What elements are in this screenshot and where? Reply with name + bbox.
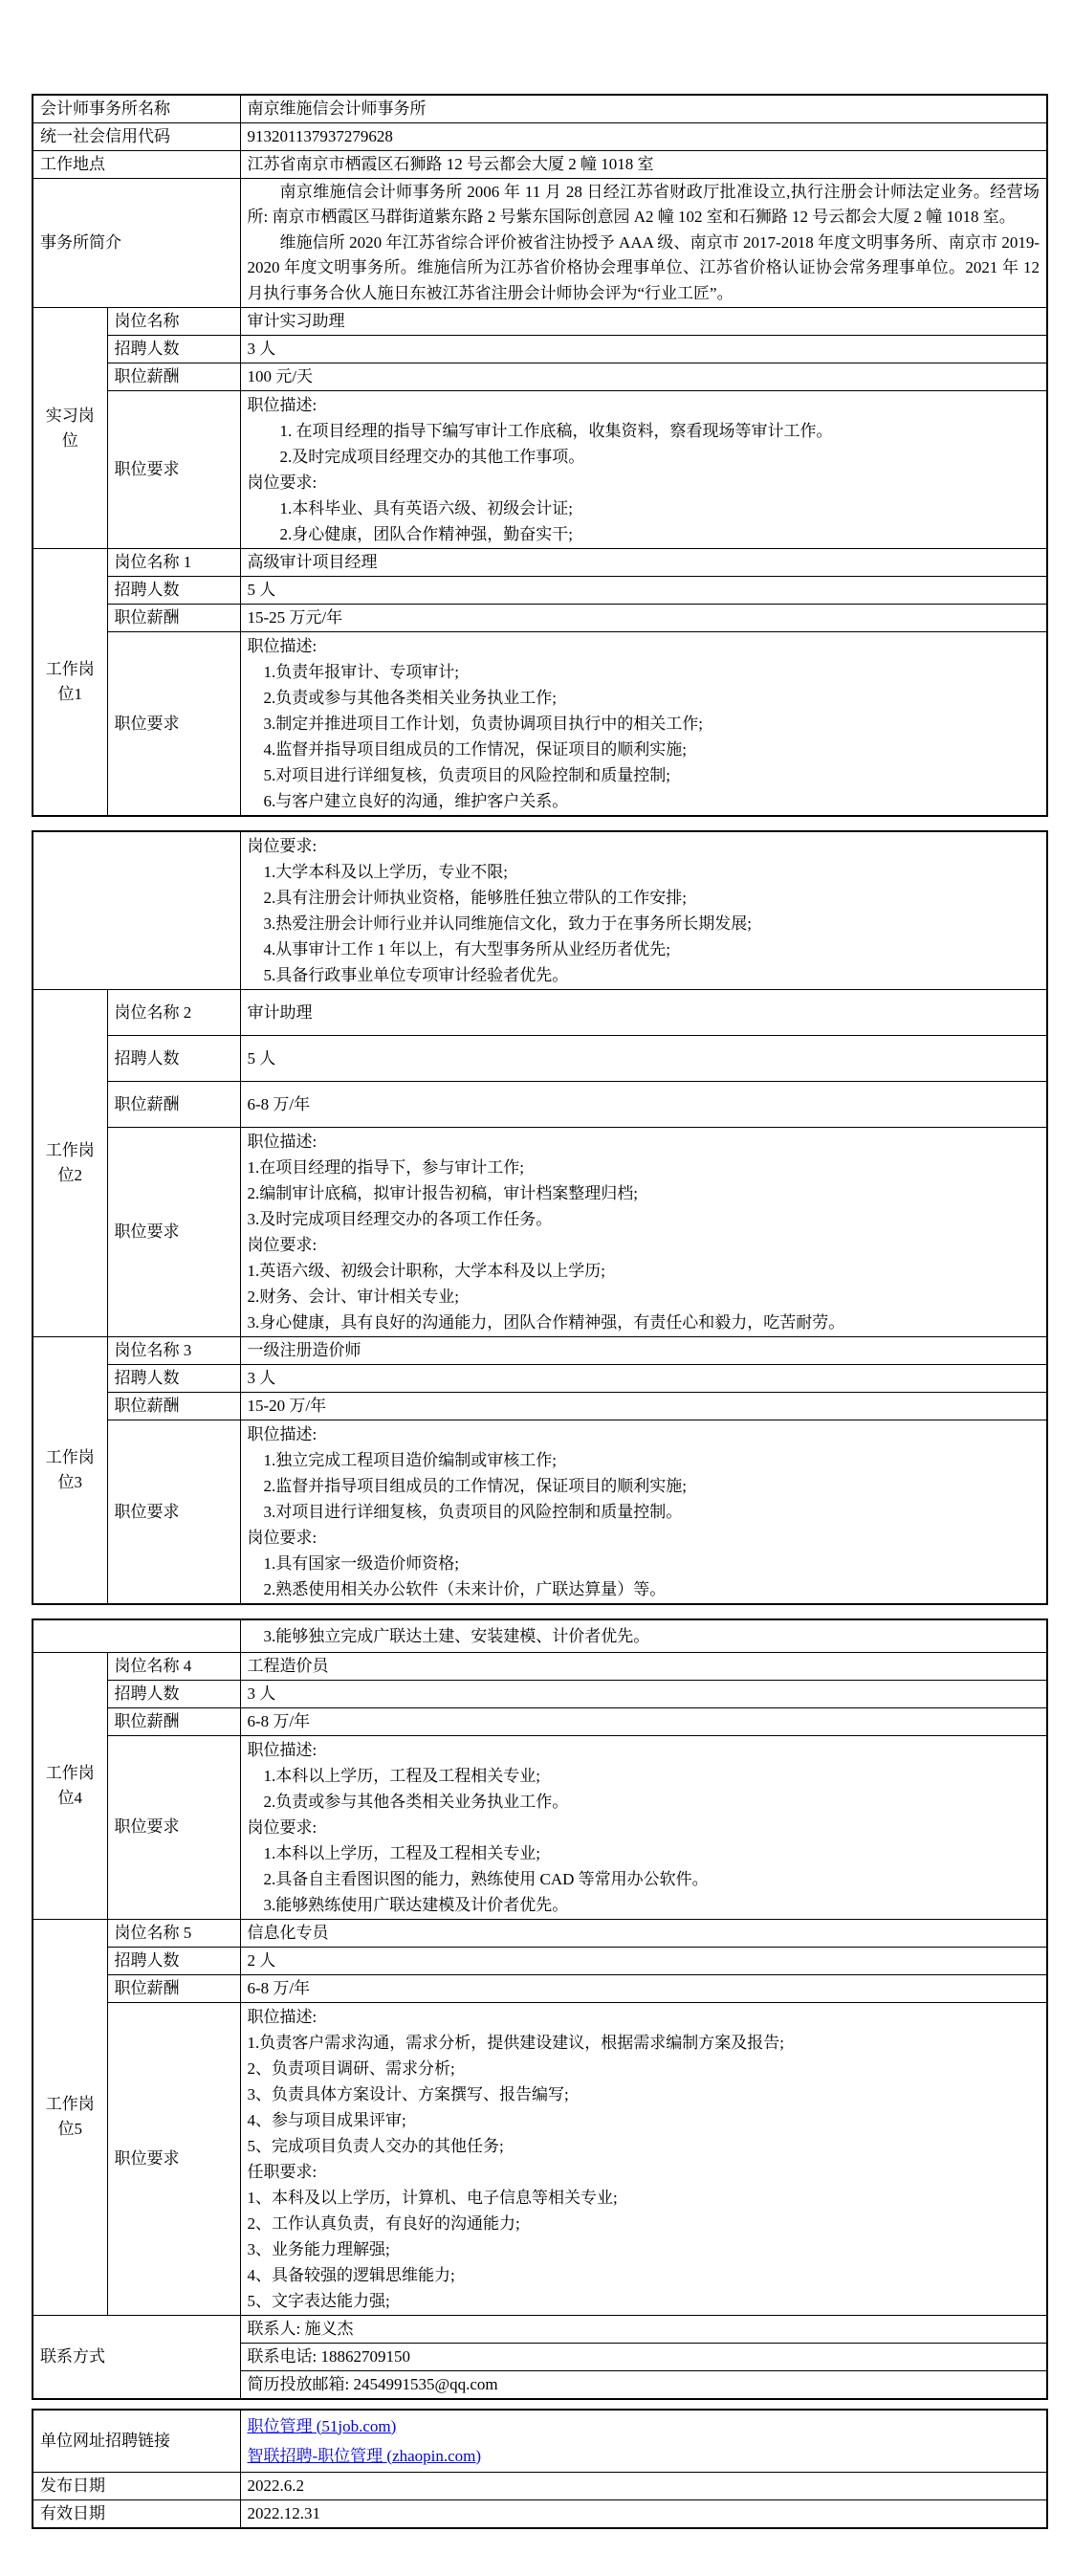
job5-salary-value: 6-8 万/年	[240, 1974, 1047, 2002]
job5-salary-label: 职位薪酬	[107, 1974, 240, 2002]
table-row	[33, 1735, 1047, 1919]
job2-name-value: 审计助理	[240, 990, 1047, 1036]
contact-phone: 联系电话: 18862709150	[240, 2343, 1047, 2370]
table-row	[33, 1947, 1047, 1974]
job2-salary-value: 6-8 万/年	[240, 1082, 1047, 1128]
links-label: 单位网址招聘链接	[33, 2410, 240, 2473]
firm-name-label: 会计师事务所名称	[33, 95, 240, 123]
job1-salary-value: 15-25 万元/年	[240, 605, 1047, 632]
table-row	[33, 1680, 1047, 1707]
table-row	[33, 2472, 1047, 2499]
table-row	[33, 549, 1047, 577]
job3-count-value: 3 人	[240, 1365, 1047, 1393]
job3-salary-value: 15-20 万/年	[240, 1393, 1047, 1420]
table-row	[33, 2002, 1047, 2315]
job3-name-value: 一级注册造价师	[240, 1337, 1047, 1365]
job2-group-label: 工作岗位2	[33, 990, 107, 1337]
table-row	[33, 831, 1047, 990]
job1-req-continued: 岗位要求: 1.大学本科及以上学历，专业不限; 2.具有注册会计师执业资格，能够胜任独立带队的工作安排; 3.热爱注册会计师行业并认同维施信文化，致力于在事务所长期发展; 4.从事审计工作 1 年以上，有大型事务所从业经历者优先; 5.具备行政事业单位专项审计经验者优先。	[240, 831, 1047, 990]
contact-person: 联系人: 施义杰	[240, 2315, 1047, 2343]
link-51job[interactable]: 职位管理 (51job.com)	[247, 2416, 397, 2435]
empty-cell	[33, 831, 240, 990]
recruitment-links	[240, 2410, 1047, 2473]
table-row	[33, 1652, 1047, 1680]
table-row	[33, 605, 1047, 632]
job5-req-text: 职位描述: 1.负责客户需求沟通，需求分析，提供建设建议，根据需求编制方案及报告; 2、负责项目调研、需求分析; 3、负责具体方案设计、方案撰写、报告编写; 4、参与项目成果评审; 5、完成项目负责人交办的其他任务; 任职要求: 1、本科及以上学历，计算机、电子信息等相关专业; 2、工作认真负责，有良好的沟通能力; 3、业务能力理解强; 4、具备较强的逻辑思维能力; 5、文字表达能力强;	[240, 2002, 1047, 2315]
page-break-gap	[32, 817, 1046, 830]
jobs-table-2	[32, 830, 1048, 1605]
job3-req-text: 职位描述: 1.独立完成工程项目造价编制或审核工作; 2.监督并指导项目组成员的工作情况，保证项目的顺利实施; 3.对项目进行详细复核，负责项目的风险控制和质量控制。 岗位要求: 1.具有国家一级造价师资格; 2.熟悉使用相关办公软件（未来计价，广联达算量）等。	[240, 1420, 1047, 1605]
table-row	[33, 123, 1047, 151]
job2-name-label: 岗位名称 2	[107, 990, 240, 1036]
valid-date-value: 2022.12.31	[240, 2499, 1047, 2528]
job3-count-label: 招聘人数	[107, 1365, 240, 1393]
credit-code-value: 913201137937279628	[240, 123, 1047, 151]
credit-code-label: 统一社会信用代码	[33, 123, 240, 151]
jobs-table-3	[32, 1618, 1048, 2400]
table-row	[33, 2315, 1047, 2343]
job5-name-label: 岗位名称 5	[107, 1919, 240, 1947]
link-zhaopin[interactable]: 智联招聘-职位管理 (zhaopin.com)	[247, 2446, 482, 2465]
page-break-gap	[32, 2400, 1046, 2409]
job4-count-value: 3 人	[240, 1680, 1047, 1707]
job1-req-label: 职位要求	[107, 632, 240, 817]
job2-salary-label: 职位薪酬	[107, 1082, 240, 1128]
job5-req-label: 职位要求	[107, 2002, 240, 2315]
work-location-label: 工作地点	[33, 151, 240, 179]
publish-date-value: 2022.6.2	[240, 2472, 1047, 2499]
job4-req-label: 职位要求	[107, 1735, 240, 1919]
intern-name-value: 审计实习助理	[240, 308, 1047, 336]
job1-req-text: 职位描述: 1.负责年报审计、专项审计; 2.负责或参与其他各类相关业务执业工作; 3.制定并推进项目工作计划，负责协调项目执行中的相关工作; 4.监督并指导项目组成员的工作情况，保证项目的顺利实施; 5.对项目进行详细复核，负责项目的风险控制和质量控制; 6.与客户建立良好的沟通，维护客户关系。	[240, 632, 1047, 817]
valid-date-label: 有效日期	[33, 2499, 240, 2528]
job2-count-value: 5 人	[240, 1036, 1047, 1082]
intern-salary-label: 职位薪酬	[107, 363, 240, 391]
job3-group-label: 工作岗位3	[33, 1337, 107, 1605]
job2-count-label: 招聘人数	[107, 1036, 240, 1082]
contact-group-label: 联系方式	[33, 2315, 240, 2399]
intern-req-text: 职位描述: 1. 在项目经理的指导下编写审计工作底稿，收集资料，察看现场等审计工作。 2.及时完成项目经理交办的其他工作事项。 岗位要求: 1.本科毕业、具有英语六级、初级会计证; 2.身心健康，团队合作精神强，勤奋实干;	[240, 391, 1047, 549]
table-row	[33, 1365, 1047, 1393]
job4-salary-value: 6-8 万/年	[240, 1707, 1047, 1735]
table-row	[33, 1337, 1047, 1365]
table-row	[33, 2410, 1047, 2473]
job3-salary-label: 职位薪酬	[107, 1393, 240, 1420]
table-row	[33, 1974, 1047, 2002]
table-row	[33, 179, 1047, 308]
job5-count-label: 招聘人数	[107, 1947, 240, 1974]
firm-info-table	[32, 94, 1048, 817]
job4-name-value: 工程造价员	[240, 1652, 1047, 1680]
page-break-gap	[32, 1605, 1046, 1618]
intern-group-label: 实习岗位	[33, 308, 107, 549]
table-row	[33, 1036, 1047, 1082]
job5-count-value: 2 人	[240, 1947, 1047, 1974]
table-row	[33, 577, 1047, 605]
job1-name-value: 高级审计项目经理	[240, 549, 1047, 577]
job1-name-label: 岗位名称 1	[107, 549, 240, 577]
empty-cell	[33, 1619, 240, 1652]
job4-req-text: 职位描述: 1.本科以上学历，工程及工程相关专业; 2.负责或参与其他各类相关业务执业工作。 岗位要求: 1.本科以上学历，工程及工程相关专业; 2.具备自主看图识图的能力，熟练使用 CAD 等常用办公软件。 3.能够熟练使用广联达建模及计价者优先。	[240, 1735, 1047, 1919]
job3-name-label: 岗位名称 3	[107, 1337, 240, 1365]
table-row	[33, 391, 1047, 549]
job5-group-label: 工作岗位5	[33, 1919, 107, 2315]
job3-req-label: 职位要求	[107, 1420, 240, 1605]
intro-text: 南京维施信会计师事务所 2006 年 11 月 28 日经江苏省财政厅批准设立,执行注册会计师法定业务。经营场所: 南京市栖霞区马群街道紫东路 2 号紫东国际创意园 A2 幢 102 室和石狮路 12 号云都会大厦 2 幢 1018 室。 维施信所 2020 年江苏省综合评价被省注协授予 AAA 级、南京市 2017-2018 年度文明事务所、南京市 2019-2020 年度文明事务所。维施信所为江苏省价格协会理事单位、江苏省价格认证协会常务理事单位。2021 年 12 月执行事务合伙人施日东被江苏省注册会计师协会评为“行业工匠”。	[240, 179, 1047, 308]
table-row	[33, 632, 1047, 817]
job3-req-continued: 3.能够独立完成广联达土建、安装建模、计价者优先。	[240, 1619, 1047, 1652]
intern-salary-value: 100 元/天	[240, 363, 1047, 391]
table-row	[33, 336, 1047, 363]
publish-date-label: 发布日期	[33, 2472, 240, 2499]
intern-count-value: 3 人	[240, 336, 1047, 363]
intern-name-label: 岗位名称	[107, 308, 240, 336]
job1-group-label: 工作岗位1	[33, 549, 107, 817]
table-row	[33, 1420, 1047, 1605]
table-row	[33, 1619, 1047, 1652]
job4-group-label: 工作岗位4	[33, 1652, 107, 1919]
job4-salary-label: 职位薪酬	[107, 1707, 240, 1735]
contact-email: 简历投放邮箱: 2454991535@qq.com	[240, 2370, 1047, 2399]
job1-salary-label: 职位薪酬	[107, 605, 240, 632]
intro-label: 事务所简介	[33, 179, 240, 308]
links-dates-table	[32, 2409, 1048, 2529]
table-row	[33, 990, 1047, 1036]
firm-name-value: 南京维施信会计师事务所	[240, 95, 1047, 123]
table-row	[33, 95, 1047, 123]
intern-req-label: 职位要求	[107, 391, 240, 549]
table-row	[33, 1393, 1047, 1420]
table-row	[33, 363, 1047, 391]
job2-req-text: 职位描述: 1.在项目经理的指导下，参与审计工作; 2.编制审计底稿，拟审计报告初稿，审计档案整理归档; 3.及时完成项目经理交办的各项工作任务。 岗位要求: 1.英语六级、初级会计职称，大学本科及以上学历; 2.财务、会计、审计相关专业; 3.身心健康，具有良好的沟通能力，团队合作精神强，有责任心和毅力，吃苦耐劳。	[240, 1128, 1047, 1337]
job2-req-label: 职位要求	[107, 1128, 240, 1337]
table-row	[33, 1128, 1047, 1337]
job4-count-label: 招聘人数	[107, 1680, 240, 1707]
job1-count-value: 5 人	[240, 577, 1047, 605]
job1-count-label: 招聘人数	[107, 577, 240, 605]
intern-count-label: 招聘人数	[107, 336, 240, 363]
job5-name-value: 信息化专员	[240, 1919, 1047, 1947]
job4-name-label: 岗位名称 4	[107, 1652, 240, 1680]
table-row	[33, 308, 1047, 336]
table-row	[33, 151, 1047, 179]
table-row	[33, 1082, 1047, 1128]
table-row	[33, 2499, 1047, 2528]
table-row	[33, 1919, 1047, 1947]
work-location-value: 江苏省南京市栖霞区石狮路 12 号云都会大厦 2 幢 1018 室	[240, 151, 1047, 179]
table-row	[33, 1707, 1047, 1735]
